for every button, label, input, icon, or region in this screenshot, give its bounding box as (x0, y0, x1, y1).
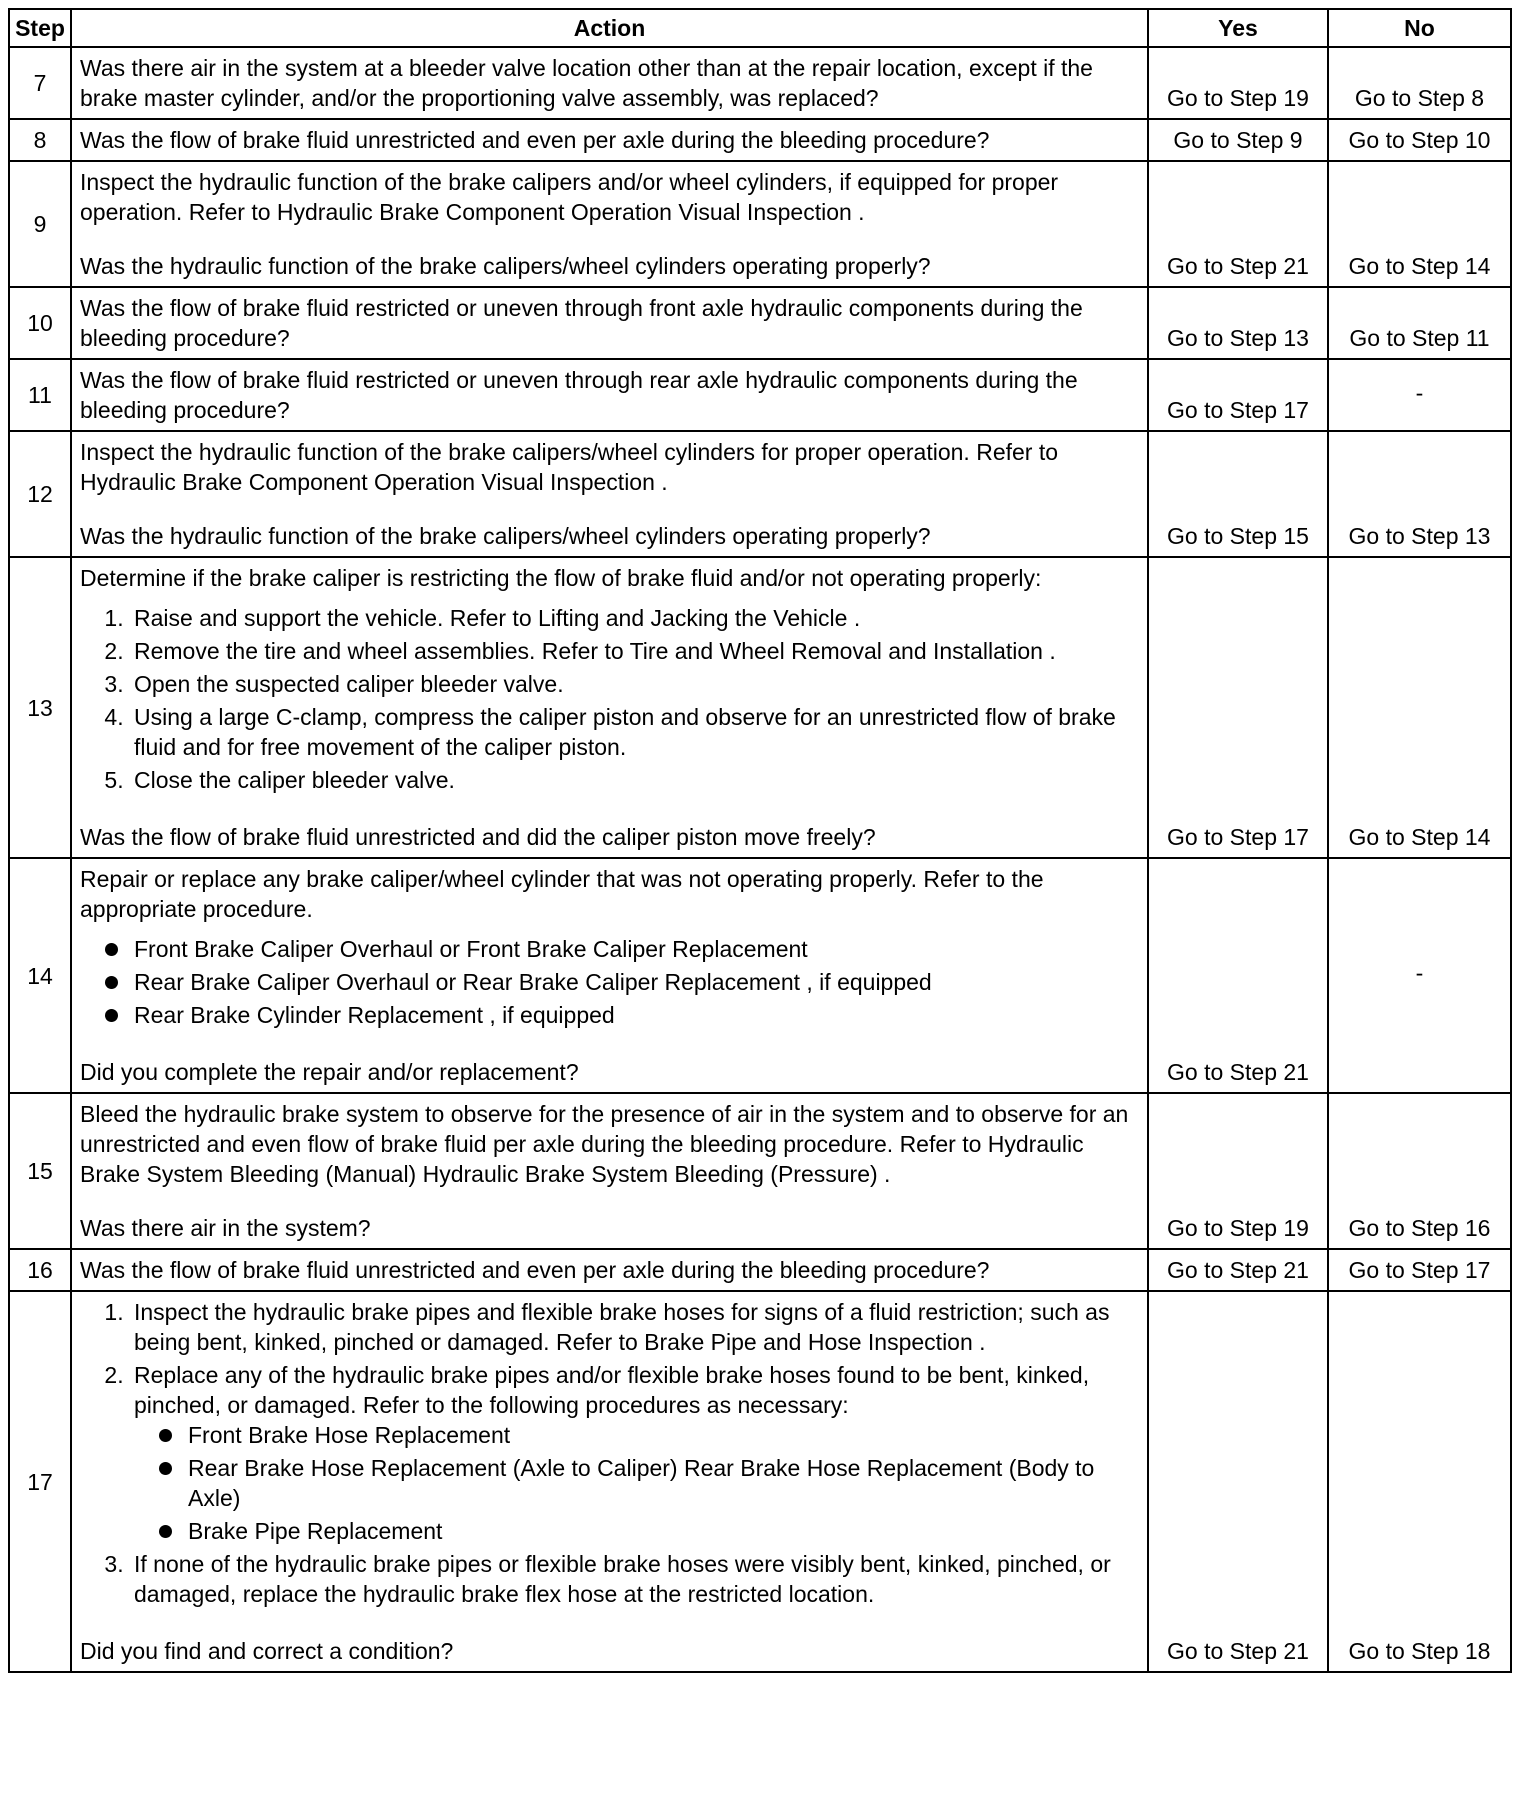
yes-result: Go to Step 21 (1148, 161, 1328, 287)
action-question: Was the flow of brake fluid unrestricted and did the caliper piston move freely? (80, 824, 876, 850)
header-step: Step (9, 9, 71, 47)
action-question: Was the hydraulic function of the brake calipers/wheel cylinders operating properly? (80, 523, 931, 549)
yes-result: Go to Step 21 (1148, 1291, 1328, 1672)
list-item: 2. Remove the tire and wheel assemblies. Refer to Tire and Wheel Removal and Installation . (130, 636, 1141, 666)
header-yes: Yes (1148, 9, 1328, 47)
no-result: Go to Step 8 (1328, 47, 1511, 119)
list-item: Brake Pipe Replacement (184, 1516, 1141, 1546)
table-row-step-14 (9, 858, 1511, 1093)
procedure-bullet-list (134, 1420, 1141, 1546)
action-question: Was there air in the system at a bleeder valve location other than at the repair location, except if the brake master cylinder, and/or the proportioning valve assembly, was replaced? (80, 55, 1093, 111)
no-result: Go to Step 11 (1328, 287, 1511, 359)
action-question: Did you find and correct a condition? (80, 1638, 454, 1664)
list-item: 3. If none of the hydraulic brake pipes or flexible brake hoses were visibly bent, kinked, pinched, or damaged, replace the hydraulic brake flex hose at the restricted location. (130, 1549, 1141, 1609)
no-result: Go to Step 14 (1328, 557, 1511, 858)
yes-result: Go to Step 15 (1148, 431, 1328, 557)
procedure-bullet-list (80, 934, 1141, 1030)
action-cell (71, 119, 1148, 161)
substep-list (80, 603, 1141, 795)
list-item: Rear Brake Caliper Overhaul or Rear Brake Caliper Replacement , if equipped (130, 967, 1141, 997)
action-instruction: Inspect the hydraulic function of the brake calipers/wheel cylinders for proper operation. Refer to Hydraulic Brake Component Operation Visual Inspection . (80, 439, 1059, 495)
header-row (9, 9, 1511, 47)
table-row-step-12 (9, 431, 1511, 557)
yes-result: Go to Step 21 (1148, 858, 1328, 1093)
list-item: Rear Brake Cylinder Replacement , if equipped (130, 1000, 1141, 1030)
action-cell (71, 1093, 1148, 1249)
yes-result: Go to Step 19 (1148, 47, 1328, 119)
step-number: 17 (9, 1291, 71, 1672)
action-question: Was the flow of brake fluid restricted or uneven through front axle hydraulic components during the bleeding procedure? (80, 295, 1083, 351)
list-item: 4. Using a large C-clamp, compress the caliper piston and observe for an unrestricted flow of brake fluid and for free movement of the caliper piston. (130, 702, 1141, 762)
list-item: 1. Raise and support the vehicle. Refer to Lifting and Jacking the Vehicle . (130, 603, 1141, 633)
action-question: Did you complete the repair and/or replacement? (80, 1059, 579, 1085)
list-item: Front Brake Hose Replacement (184, 1420, 1141, 1450)
action-question: Was the flow of brake fluid unrestricted and even per axle during the bleeding procedure? (80, 1257, 990, 1283)
no-result: - (1328, 858, 1511, 1093)
step-number: 8 (9, 119, 71, 161)
header-no: No (1328, 9, 1511, 47)
action-cell (71, 359, 1148, 431)
yes-result: Go to Step 17 (1148, 557, 1328, 858)
action-cell (71, 287, 1148, 359)
step-number: 7 (9, 47, 71, 119)
yes-result: Go to Step 19 (1148, 1093, 1328, 1249)
step-number: 12 (9, 431, 71, 557)
substep-list (80, 1297, 1141, 1609)
table-row-step-8 (9, 119, 1511, 161)
list-item: 3. Open the suspected caliper bleeder valve. (130, 669, 1141, 699)
action-instruction: Determine if the brake caliper is restricting the flow of brake fluid and/or not operating properly: (80, 565, 1042, 591)
no-result: - (1328, 359, 1511, 431)
action-cell (71, 161, 1148, 287)
step-number: 15 (9, 1093, 71, 1249)
no-result: Go to Step 13 (1328, 431, 1511, 557)
action-cell (71, 858, 1148, 1093)
action-cell (71, 47, 1148, 119)
action-question: Was the flow of brake fluid restricted or uneven through rear axle hydraulic components during the bleeding procedure? (80, 367, 1078, 423)
table-row-step-15 (9, 1093, 1511, 1249)
list-item: Rear Brake Hose Replacement (Axle to Caliper) Rear Brake Hose Replacement (Body to Axle) (184, 1453, 1141, 1513)
header-action: Action (71, 9, 1148, 47)
step-number: 16 (9, 1249, 71, 1291)
no-result: Go to Step 18 (1328, 1291, 1511, 1672)
action-instruction: Bleed the hydraulic brake system to observe for the presence of air in the system and to observe for an unrestricted and even flow of brake fluid per axle during the bleeding procedure. Refer to Hydraulic Brake System Bleeding (Manual) Hydraulic Brake System Bleeding (Pressure) . (80, 1101, 1129, 1187)
step-number: 14 (9, 858, 71, 1093)
yes-result: Go to Step 9 (1148, 119, 1328, 161)
action-question: Was the flow of brake fluid unrestricted and even per axle during the bleeding procedure? (80, 127, 990, 153)
no-result: Go to Step 17 (1328, 1249, 1511, 1291)
yes-result: Go to Step 13 (1148, 287, 1328, 359)
step-number: 11 (9, 359, 71, 431)
table-row-step-16 (9, 1249, 1511, 1291)
list-item: Front Brake Caliper Overhaul or Front Brake Caliper Replacement (130, 934, 1141, 964)
list-item: 1. Inspect the hydraulic brake pipes and flexible brake hoses for signs of a fluid restriction; such as being bent, kinked, pinched or damaged. Refer to Brake Pipe and Hose Inspection . (130, 1297, 1141, 1357)
action-question: Was there air in the system? (80, 1215, 371, 1241)
list-item: 5. Close the caliper bleeder valve. (130, 765, 1141, 795)
table-row-step-7 (9, 47, 1511, 119)
yes-result: Go to Step 21 (1148, 1249, 1328, 1291)
table-row-step-17 (9, 1291, 1511, 1672)
action-cell (71, 431, 1148, 557)
table-row-step-11 (9, 359, 1511, 431)
no-result: Go to Step 14 (1328, 161, 1511, 287)
action-instruction: Inspect the hydraulic function of the brake calipers and/or wheel cylinders, if equipped for proper operation. Refer to Hydraulic Brake Component Operation Visual Inspection . (80, 169, 1059, 225)
list-item-text: Replace any of the hydraulic brake pipes and/or flexible brake hoses found to be bent, kinked, pinched, or damaged. Refer to the following procedures as necessary: (134, 1362, 1090, 1418)
no-result: Go to Step 16 (1328, 1093, 1511, 1249)
diagnostic-table (8, 8, 1512, 1673)
action-question: Was the hydraulic function of the brake calipers/wheel cylinders operating properly? (80, 253, 931, 279)
table-row-step-13 (9, 557, 1511, 858)
step-number: 9 (9, 161, 71, 287)
step-number: 10 (9, 287, 71, 359)
list-item (130, 1360, 1141, 1546)
action-cell (71, 1291, 1148, 1672)
action-cell (71, 1249, 1148, 1291)
table-row-step-9 (9, 161, 1511, 287)
yes-result: Go to Step 17 (1148, 359, 1328, 431)
step-number: 13 (9, 557, 71, 858)
action-cell (71, 557, 1148, 858)
action-instruction: Repair or replace any brake caliper/wheel cylinder that was not operating properly. Refer to the appropriate procedure. (80, 866, 1044, 922)
no-result: Go to Step 10 (1328, 119, 1511, 161)
table-row-step-10 (9, 287, 1511, 359)
